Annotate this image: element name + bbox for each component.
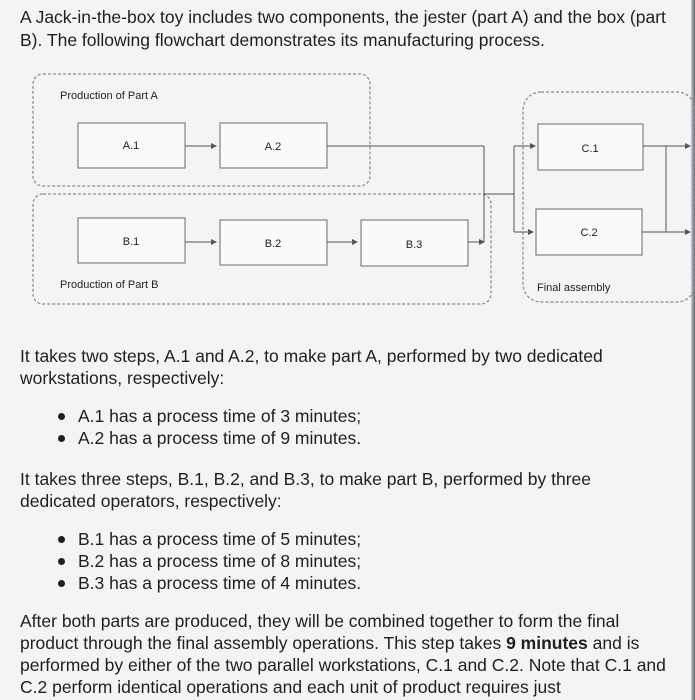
node-b3 [361, 220, 468, 266]
output-connector [642, 146, 666, 232]
intro-paragraph: A Jack-in-the-box toy includes two components, the jester (part A) and the box (part B). The following flowchart demonstrates its manufacturing process. [20, 7, 666, 50]
part-a-group-label: Production of Part A [60, 90, 158, 102]
node-c2 [536, 209, 642, 255]
part-b-group-label: Production of Part B [60, 279, 159, 291]
part-b-paragraph: It takes three steps, B.1, B.2, and B.3, to make part B, performed by three dedicated operators, respectively: [20, 469, 591, 511]
svg-text:C.1: C.1 [581, 143, 599, 155]
svg-text:B.1: B.1 [122, 236, 140, 248]
node-c1 [538, 124, 643, 170]
assembly-text-after: and is performed by either of the two parallel workstations, C.1 and C.2. Note that C.1 and C.2 perform identical operations and each unit of product requires just [20, 633, 666, 697]
node-b2 [220, 220, 327, 265]
node-a2 [220, 123, 327, 168]
list-item: B.3 has a process time of 4 minutes. [58, 572, 361, 594]
part-a-paragraph: It takes two steps, A.1 and A.2, to make part A, performed by two dedicated workstations, respectively: [20, 346, 603, 388]
assembly-time-emphasis: 9 minutes [506, 633, 588, 653]
final-assembly-group-label: Final assembly [537, 282, 611, 294]
list-item: A.1 has a process time of 3 minutes; [58, 405, 361, 427]
assembly-paragraph [20, 610, 670, 698]
list-item: A.2 has a process time of 9 minutes. [58, 427, 361, 449]
node-a1 [78, 123, 185, 168]
svg-text:C.2: C.2 [580, 227, 598, 239]
part-b-bullet-list [58, 528, 361, 594]
svg-text:A.1: A.1 [122, 140, 140, 152]
list-item: B.1 has a process time of 5 minutes; [58, 528, 361, 550]
svg-text:B.3: B.3 [405, 239, 423, 251]
list-item: B.2 has a process time of 8 minutes; [58, 550, 361, 572]
manufacturing-flowchart [0, 70, 695, 320]
svg-text:A.2: A.2 [264, 141, 282, 153]
svg-text:B.2: B.2 [264, 238, 282, 250]
merge-connector [484, 146, 514, 242]
assembly-text-before: After both parts are produced, they will be combined together to form the final product through the final assembly operations. This step takes [20, 611, 620, 653]
part-a-bullet-list [58, 405, 361, 449]
node-b1 [78, 218, 185, 263]
